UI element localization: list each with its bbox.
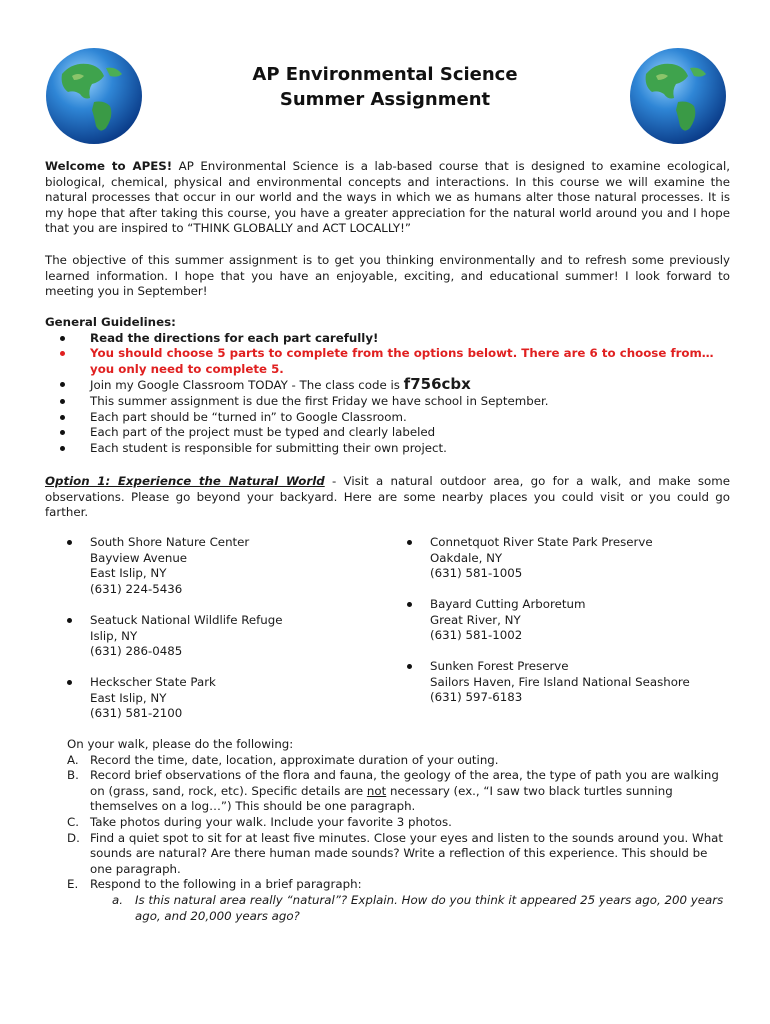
objective-text: The objective of this summer assignment is to get you thinking environmentally and to refresh some previously learned information. I hope that you have an enjoyable, exciting, and educational summer! I look forward to meeting you in September! [45,253,730,299]
list-item: A. Record the time, date, location, approximate duration of your outing. [67,752,499,767]
class-code: f756cbx [403,375,471,394]
list-item: Each part of the project must be typed and clearly labeled [45,425,730,441]
walk-intro: On your walk, please do the following: [67,737,294,751]
list-item: Each part should be “turned in” to Google Classroom. [45,410,730,426]
option-1-text: - Visit a natural outdoor area, go for a walk, and make some observations. Please go beyond your backyard. Here are some nearby places you could visit or you could go farther. [45,474,730,520]
earth-globe-icon [628,46,728,146]
list-item: a. Is this natural area really “natural”? Explain. How do you think it appeared 25 years ago, 200 years ago, and 20,000 years ago? [112,892,724,923]
location-item: Bayard Cutting Arboretum Great River, NY (631) 581-1002 [385,597,730,644]
intro-text: AP Environmental Science is a lab-based course that is designed to examine ecological, biological, chemical, physical and environmental concepts and interactions. In this course we will examine the natural processes that occur in our world and the ways in which we as humans alter those natural processes. It is my hope that after taking this course, you have a greater appreciation for the natural world around you and I hope that you are inspired to “THINK GLOBALLY and ACT LOCALLY!” [45,159,730,236]
list-item: Join my Google Classroom TODAY - The class code is f756cbx [45,377,730,394]
page-title [160,62,610,112]
list-item: Read the directions for each part carefully! [45,331,730,347]
list-item: This summer assignment is due the first Friday we have school in September. [45,394,730,410]
list-item: You should choose 5 parts to complete from the options belowt. There are 6 to choose from… you only need to complete 5. [45,346,730,377]
option-1-heading: Option 1: Experience the Natural World [45,474,325,488]
objective-paragraph [45,253,730,300]
title-line-2: Summer Assignment [279,89,491,110]
location-item: Sunken Forest Preserve Sailors Haven, Fire Island National Seashore (631) 597-6183 [385,659,730,706]
title-line-1: AP Environmental Science [252,64,518,85]
location-item: Heckscher State Park East Islip, NY (631) 581-2100 [45,675,390,722]
intro-paragraph [45,159,730,237]
list-item: E. Respond to the following in a brief paragraph: [67,877,362,892]
intro-lead: Welcome to APES! [45,159,173,173]
general-guidelines [45,315,730,456]
location-item: Seatuck National Wildlife Refuge Islip, NY (631) 286-0485 [45,613,390,660]
option-1-intro [45,474,730,521]
list-item: D. Find a quiet spot to sit for at least five minutes. Close your eyes and listen to the sounds around you. What sounds are natural? Are there human made sounds? Write a reflection of this experience. This should be one paragraph. [67,830,724,876]
list-item: C. Take photos during your walk. Include your favorite 3 photos. [67,814,452,829]
list-item: Each student is responsible for submitting their own project. [45,441,730,457]
location-item: South Shore Nature Center Bayview Avenue East Islip, NY (631) 224-5436 [45,535,390,597]
earth-globe-icon [44,46,144,146]
location-item: Connetquot River State Park Preserve Oakdale, NY (631) 581-1005 [385,535,730,582]
guidelines-heading: General Guidelines: [45,315,176,329]
walk-instructions [45,737,730,924]
list-item: B. Record brief observations of the flora and fauna, the geology of the area, the type of path you are walking on (grass, sand, rock, etc). Specific details are not necessary (ex., “I saw two black turtles sunning themselves on a log…”) This should be one paragraph. [67,768,719,814]
